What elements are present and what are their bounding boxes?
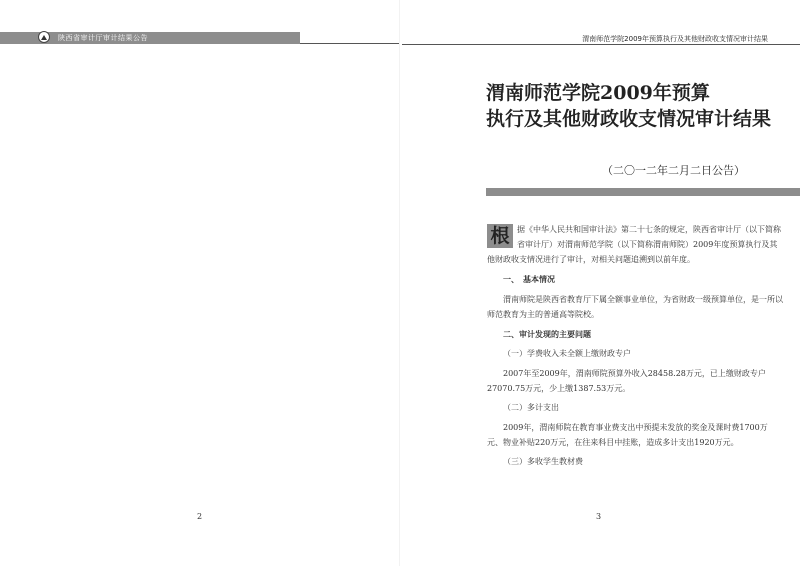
intro-text: 据《中华人民共和国审计法》第二十七条的规定，陕西省审计厅（以下简称省审计厅）对渭南师范学院（以下简称渭南师院）2009年度预算执行及其他财政收支情况进行了审计，对相关问题追溯到以前年度。 — [487, 225, 781, 264]
item-1-title: （一）学费收入未全额上缴财政专户 — [503, 349, 631, 358]
left-header-rule — [300, 43, 400, 44]
page-gutter — [399, 0, 400, 566]
item-3-title: （三）多收学生教材费 — [503, 457, 583, 466]
title-divider-bar — [486, 188, 800, 196]
right-header-text: 渭南师范学院2009年预算执行及其他财政收支情况审计结果 — [582, 35, 768, 43]
report-body — [487, 222, 783, 469]
announcement-date: （二〇一二年二月二日公告） — [602, 164, 745, 177]
left-page-number: 2 — [197, 512, 203, 521]
intro-paragraph — [487, 222, 783, 267]
drop-cap: 根 — [487, 224, 513, 248]
section-2-heading: 二、审计发现的主要问题 — [503, 330, 591, 339]
audit-office-logo-icon — [38, 31, 50, 43]
item-2-title: （二）多计支出 — [503, 403, 559, 412]
title-line-2: 执行及其他财政收支情况审计结果 — [486, 108, 772, 130]
left-page-header — [0, 32, 400, 44]
right-header-rule — [402, 44, 800, 45]
right-page-number: 3 — [596, 512, 602, 521]
item-1-text: 2007年至2009年，渭南师院预算外收入28458.28万元，已上缴财政专户27070.75万元，少上缴1387.53万元。 — [487, 369, 766, 393]
item-2-text: 2009年，渭南师院在教育事业费支出中预提未发放的奖金及课时费1700万元、物业补贴220万元，在往来科目中挂账，造成多计支出1920万元。 — [487, 423, 768, 447]
report-title — [486, 80, 786, 132]
title-line-1: 渭南师范学院2009年预算 — [486, 82, 710, 104]
section-1-heading: 一、 基本情况 — [503, 275, 555, 284]
left-header-text: 陕西省审计厅审计结果公告 — [58, 34, 148, 42]
section-1-text: 渭南师院是陕西省教育厅下属全额事业单位，为省财政一级预算单位，是一所以师范教育为主的普通高等院校。 — [487, 295, 783, 319]
